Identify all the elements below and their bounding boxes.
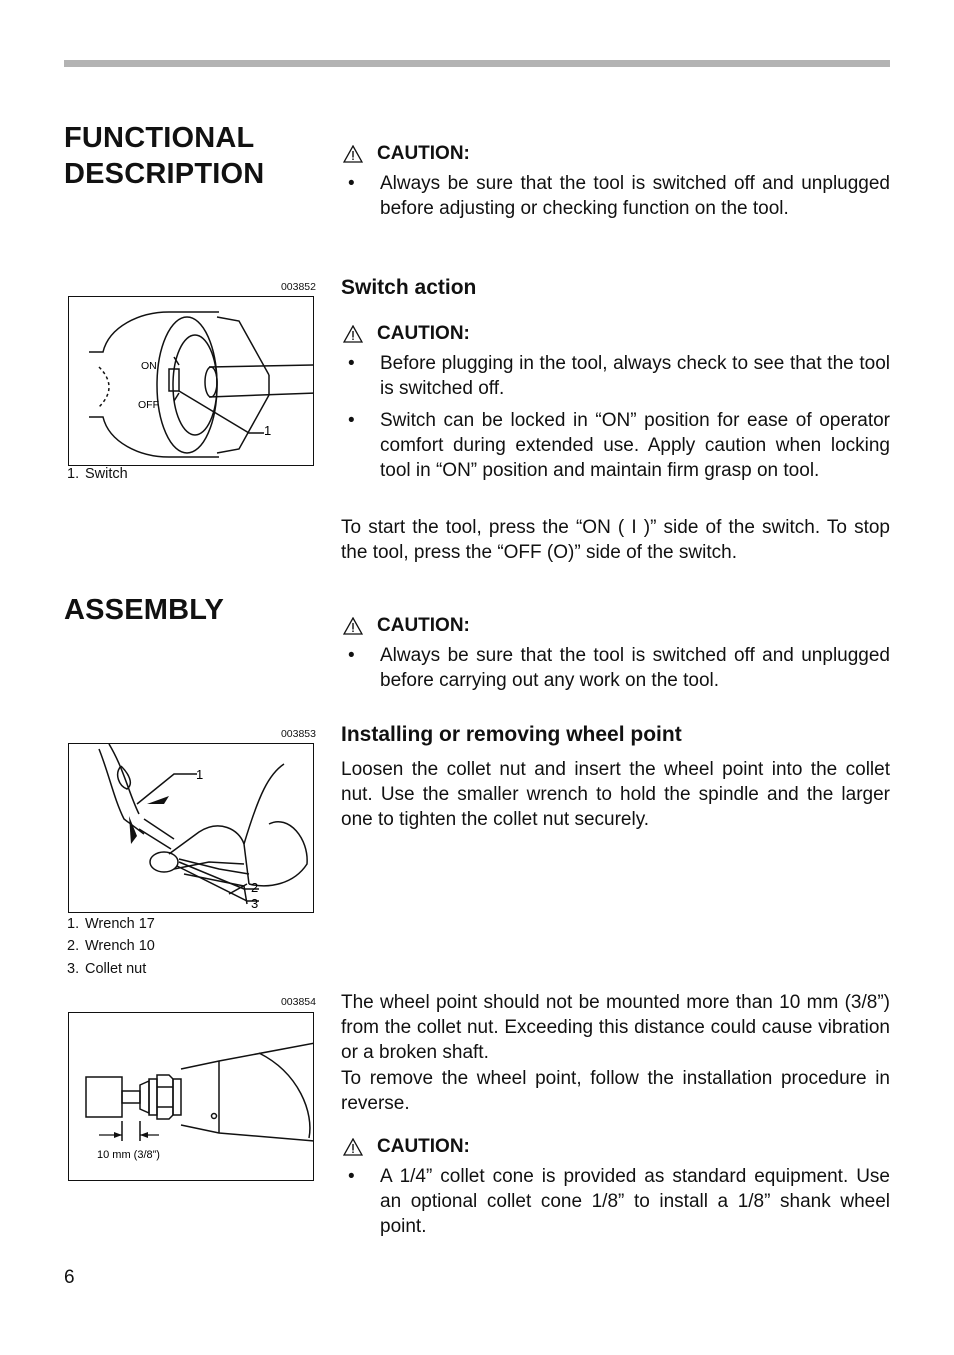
dimension-arrow-icon <box>114 1132 148 1138</box>
bullet-text: Always be sure that the tool is switched off and unplugged before carrying out any work on the tool. <box>380 645 890 691</box>
paragraph: To start the tool, press the “ON ( I )” side of the switch. To stop the tool, press the “OFF (O)” side of the switch. <box>341 517 890 563</box>
warning-triangle-icon <box>343 1138 363 1156</box>
list-item <box>343 1164 890 1239</box>
list-item <box>343 171 890 221</box>
heading-assembly: ASSEMBLY <box>64 594 225 626</box>
figure-dimension <box>68 1012 314 1181</box>
arrow-down-icon <box>129 816 137 844</box>
figure-caption <box>67 938 155 954</box>
figure-switch <box>68 296 314 466</box>
list-item <box>343 351 890 401</box>
dimension-label: 10 mm (3/8”) <box>97 1149 160 1161</box>
collet-dimension-illustration <box>69 1013 314 1181</box>
callout-3: 3 <box>251 896 259 911</box>
bullet-text: A 1/4” collet cone is provided as standard equipment. Use an optional collet cone 1/8” to install a 1/8” shank wheel point. <box>380 1166 890 1237</box>
bullet-icon: • <box>348 645 355 666</box>
callout-1: 1 <box>264 423 272 438</box>
figure-wrenches <box>68 743 314 913</box>
caution-heading <box>343 615 470 637</box>
bullet-text: Switch can be locked in “ON” position for ease of operator comfort during extended use. Apply caution when locking tool in “ON” position and maintain firm grasp on tool. <box>380 410 890 481</box>
caption-text: Collet nut <box>85 961 147 977</box>
caution-label: CAUTION: <box>377 323 470 344</box>
paragraph: To remove the wheel point, follow the installation procedure in reverse. <box>341 1068 890 1114</box>
figure-code: 003854 <box>280 996 316 1008</box>
figure-caption <box>67 916 155 932</box>
caution-label: CAUTION: <box>377 615 470 636</box>
switch-off-label: OFF <box>138 399 159 411</box>
header-rule <box>64 60 890 67</box>
subheading-switch-action: Switch action <box>341 276 477 299</box>
caption-number: 1. <box>67 466 80 482</box>
subheading-installing: Installing or removing wheel point <box>341 723 682 746</box>
caption-number: 3. <box>67 961 80 977</box>
caption-number: 1. <box>67 916 80 932</box>
caution-label: CAUTION: <box>377 143 470 164</box>
bullet-icon: • <box>348 410 355 431</box>
paragraph: Loosen the collet nut and insert the wheel point into the collet nut. Use the smaller wrench to hold the spindle and the larger one to tighten the collet nut securely. <box>341 759 890 830</box>
caution-heading <box>343 323 470 345</box>
figure-caption <box>67 466 128 482</box>
caption-text: Switch <box>85 466 128 482</box>
bullet-icon: • <box>348 353 355 374</box>
warning-triangle-icon <box>343 325 363 343</box>
bullet-text: Always be sure that the tool is switched off and unplugged before adjusting or checking function on the tool. <box>380 173 890 219</box>
figure-code: 003853 <box>280 728 316 740</box>
caption-text: Wrench 10 <box>85 938 155 954</box>
paragraph: The wheel point should not be mounted more than 10 mm (3/8”) from the collet nut. Exceeding this distance could cause vibration or a broken shaft. <box>341 992 890 1063</box>
callout-1: 1 <box>196 767 204 782</box>
switch-illustration <box>69 297 314 466</box>
warning-triangle-icon <box>343 617 363 635</box>
caption-text: Wrench 17 <box>85 916 155 932</box>
list-item <box>343 643 890 693</box>
caution-label: CAUTION: <box>377 1136 470 1157</box>
bullet-icon: • <box>348 1166 355 1187</box>
heading-line-2: DESCRIPTION <box>64 158 265 190</box>
callout-2: 2 <box>251 880 259 895</box>
switch-on-label: ON <box>141 360 157 372</box>
page-number: 6 <box>64 1267 75 1288</box>
caution-heading <box>343 143 470 165</box>
bullet-icon: • <box>348 173 355 194</box>
warning-triangle-icon <box>343 145 363 163</box>
heading-line-1: FUNCTIONAL <box>64 122 255 154</box>
figure-caption <box>67 961 146 977</box>
wrench-illustration <box>69 744 314 913</box>
heading-functional-description <box>64 120 264 192</box>
caption-number: 2. <box>67 938 80 954</box>
list-item <box>343 408 890 483</box>
figure-code: 003852 <box>280 281 316 293</box>
caution-heading <box>343 1136 470 1158</box>
bullet-text: Before plugging in the tool, always check to see that the tool is switched off. <box>380 353 890 399</box>
arrow-up-icon <box>147 796 169 804</box>
